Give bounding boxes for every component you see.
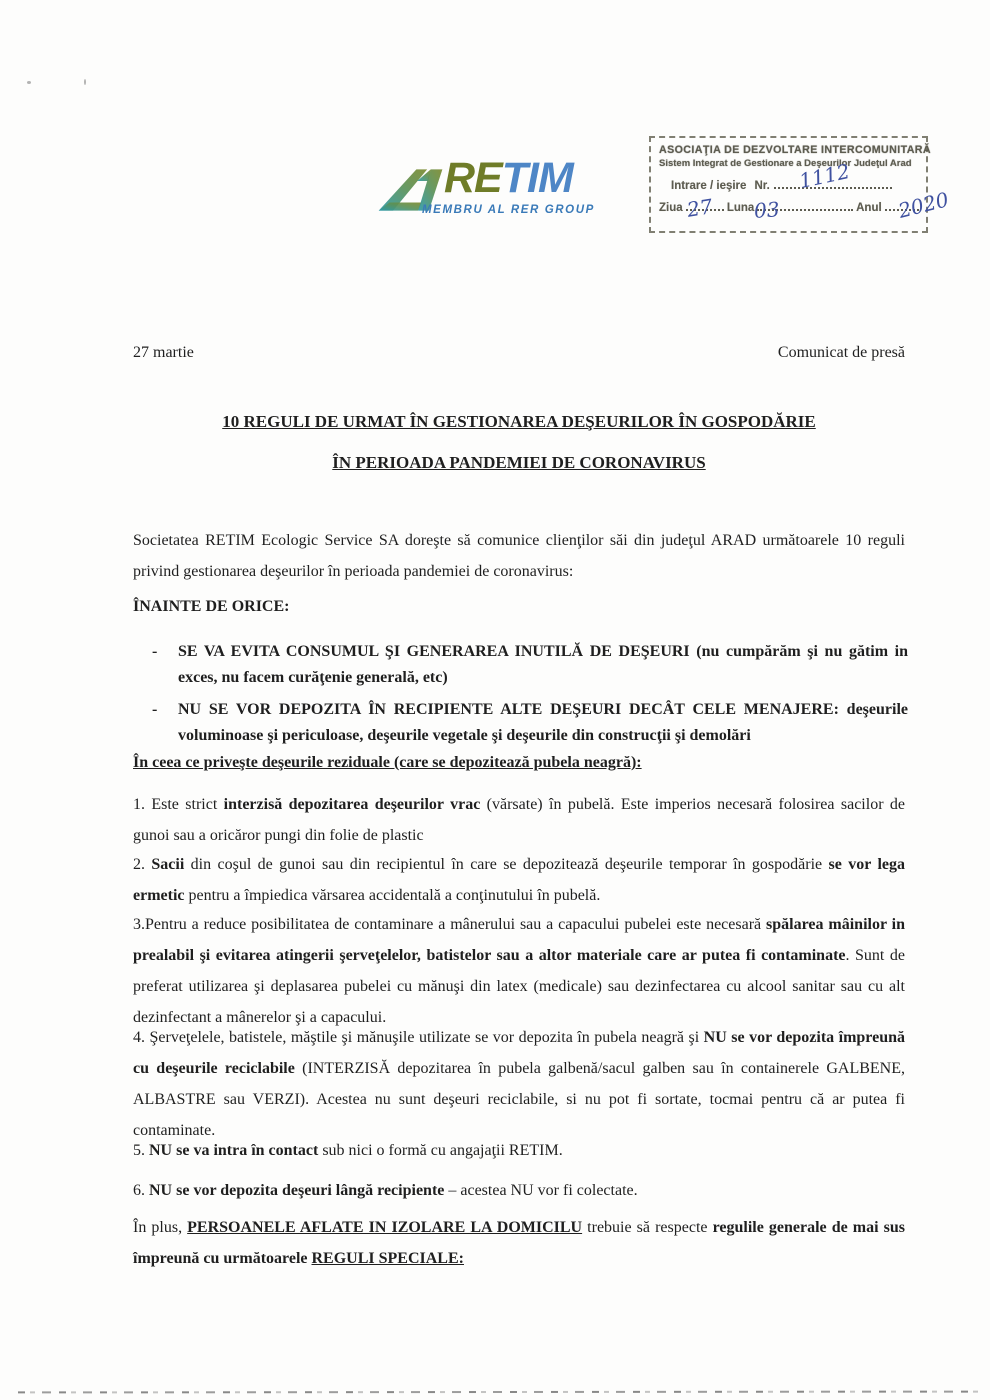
rule-5: 5. NU se va intra în contact sub nici o formă cu angajaţii RETIM. (133, 1142, 563, 1159)
logo-tim: TIM (501, 154, 573, 202)
stamp-number-row (659, 179, 919, 192)
document-title-line-2 (133, 453, 905, 473)
date-doctype-row (133, 344, 905, 362)
stamp-association-name: ASOCIAŢIA DE DEZVOLTARE INTERCOMUNITARĂ (659, 144, 931, 156)
bullet-text: SE VA EVITA CONSUMUL ŞI GENERAREA INUTILĂ DE DEŞEURI (nu cumpărăm şi nu gătim in exces, nu facem curăţenie generală, etc) (178, 643, 908, 686)
stamp-luna-label: Luna (726, 202, 755, 214)
rule-2: 2. Sacii din coşul de gunoi sau din recipientul în care se depozitează deşeurile temporar în gospodărie se vor lega ermetic pentru a împiedica vărsarea accidentală a conţinutului în pubelă. (133, 856, 905, 904)
title-text-2: ÎN PERIOADA PANDEMIEI DE CORONAVIRUS (332, 453, 706, 472)
before-anything-heading: ÎNAINTE DE ORICE: (133, 598, 290, 615)
intro-paragraph: Societatea RETIM Ecologic Service SA doreşte să comunice clienţilor săi din judeţul ARAD următoarele 10 reguli privind gestionarea deşeurilor în perioada pandemiei de coronavirus: (133, 532, 905, 580)
title-text-1: 10 REGULI DE URMAT ÎN GESTIONAREA DEŞEURILOR ÎN GOSPODĂRIE (222, 412, 816, 431)
rule-6: 6. NU se vor depozita deşeuri lângă recipiente – acestea NU vor fi colectate. (133, 1182, 638, 1199)
stamp-year-handwritten: 2020 (895, 187, 952, 223)
logo-re: RE (444, 154, 502, 202)
bullet-dash: - (152, 643, 158, 660)
rule-4: 4. Şerveţelele, batistele, măştile şi mănuşile utilizate se vor depozita în pubela neagră şi NU se vor depozita împreună cu deşeurile reciclabile (INTERZISĂ depozitarea în pubela galbenă/sacul galben sau în containerele GALBENE, ALBASTRE sau VERZI). Acestea nu sunt deşeuri reciclabile, si nu pot fi sortate, tocmai pentru că ar putea fi contaminate. (133, 1029, 906, 1139)
scan-speck (27, 81, 31, 84)
registration-stamp (649, 136, 952, 233)
list-item (152, 697, 908, 749)
scan-speck (84, 79, 86, 85)
bullet-dash: - (152, 701, 158, 718)
stamp-anul-label: Anul (856, 202, 882, 214)
list-item (152, 639, 908, 691)
document-title-line-1 (133, 412, 905, 432)
residual-waste-heading-text: În ceea ce priveşte deşeurile reziduale (care se depozitează pubela neagră): (133, 754, 642, 771)
stamp-number-handwritten: 1112 (797, 158, 852, 194)
bullet-text: NU SE VOR DEPOZITA ÎN RECIPIENTE ALTE DEŞEURI DECÂT CELE MENAJERE: deşeurile voluminoase şi periculoase, deşeurile vegetale şi deşeurile din construcţii şi demolări (178, 701, 908, 744)
stamp-nr-label: Nr. (754, 180, 770, 192)
retim-logo-tagline: MEMBRU AL RER GROUP (422, 204, 595, 216)
stamp-intrare-label: Intrare / ieşire (671, 180, 747, 192)
rule-3: 3.Pentru a reduce posibilitatea de contaminare a mânerului sau a capacului pubelei este necesară spălarea mâinilor in prealabil şi evitarea atingerii şerveţelelor, batistelor sau a altor materiale care ar putea fi contaminate. Sunt de preferat utilizarea şi deplasarea pubelei cu mănuşi din latex (medicale) sau dezinfectarea cu alcool sanitar sau cu alt dezinfectant a mânerelor şi a capacului. (133, 916, 906, 1026)
stamp-day-handwritten: 27 (685, 194, 715, 222)
document-date: 27 martie (133, 344, 194, 361)
retim-logo-text (444, 154, 573, 203)
scan-artifact-line (18, 1391, 983, 1394)
stamp-system-name: Sistem Integrat de Gestionare a Deşeurilor Judeţul Arad (659, 158, 912, 169)
general-rules-list (152, 639, 908, 755)
closing-paragraph: În plus, PERSOANELE AFLATE IN IZOLARE LA DOMICILU trebuie să respecte regulile generale de mai sus împreună cu următoarele REGULI SPECIALE: (133, 1219, 906, 1267)
retim-logo (372, 154, 602, 224)
rule-1: 1. Este strict interzisă depozitarea deşeurilor vrac (vărsate) în pubelă. Este imperios necesară folosirea sacilor de gunoi sau a oricăror pungi din folie de plastic (133, 796, 905, 844)
stamp-month-handwritten: 03 (753, 197, 781, 223)
document-type: Comunicat de presă (777, 344, 905, 361)
stamp-ziua-label: Ziua (659, 202, 683, 214)
residual-waste-heading (133, 747, 905, 778)
